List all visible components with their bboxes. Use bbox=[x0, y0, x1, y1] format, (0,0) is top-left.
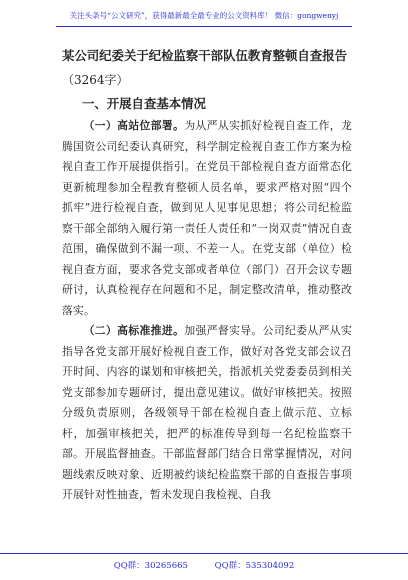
document-body bbox=[62, 46, 352, 506]
paragraph-2 bbox=[62, 321, 352, 506]
word-count: （3264字） bbox=[62, 73, 129, 87]
promo-header: 关注头条号“公文研究”，获得最新最全最专业的公文资料库！ 微信：gongwenyj bbox=[56, 10, 352, 27]
section-heading-1: 一、开展自查基本情况 bbox=[82, 96, 206, 111]
paragraph-1-lead: （一）高站位部署。 bbox=[83, 119, 185, 132]
promo-footer bbox=[0, 553, 408, 571]
paragraph-1-body: 为从严从实抓好检视自查工作，龙腾国资公司纪委认真研究，科学制定检视自查工作方案为检视自查工作开展提供指引。在党员干部检视自查方面常态化更新梳理参加全程教育整顿人员名单，要求严格对照“四个抓牢”进行检视自查，做到见人见事见思想；将公司纪检监察干部全部纳入履行第一责任人责任和“一岗双责”情况自查范围，确保做到不漏一项、不差一人。在党支部（单位）检视自查方面，要求各党支部或者单位（部门）召开会议专题研讨，认真检视存在问题和不足，制定整改清单，推动整改落实。 bbox=[62, 119, 352, 317]
paragraph-2-lead: （二）高标准推进。 bbox=[83, 324, 185, 337]
qq-group-2: QQ群：535304092 bbox=[214, 561, 295, 571]
qq-group-1: QQ群：30265665 bbox=[113, 561, 188, 571]
document-title: 某公司纪委关于纪检监察干部队伍教育整顿自查报告 bbox=[62, 48, 347, 63]
paragraph-1 bbox=[62, 116, 352, 321]
paragraph-2-body: 加强严督实导。公司纪委从严从实指导各党支部开展好检视自查工作，做好对各党支部会议召开时间、内容的谋划和审核把关，指派机关党委委员到相关党支部参加专题研讨，提出意见建议。做好审核把关。按照分级负责原则，各级领导干部在检视自查上做示范、立标杆，加强审核把关，把严的标准传导到每一名纪检监察干部。开展监督抽查。干部监督部门结合日常掌握情况，对问题线索反映对象、近期被约谈纪检监察干部的自查报告事项开展针对性抽查，暂未发现自我检视、自我 bbox=[62, 324, 352, 501]
